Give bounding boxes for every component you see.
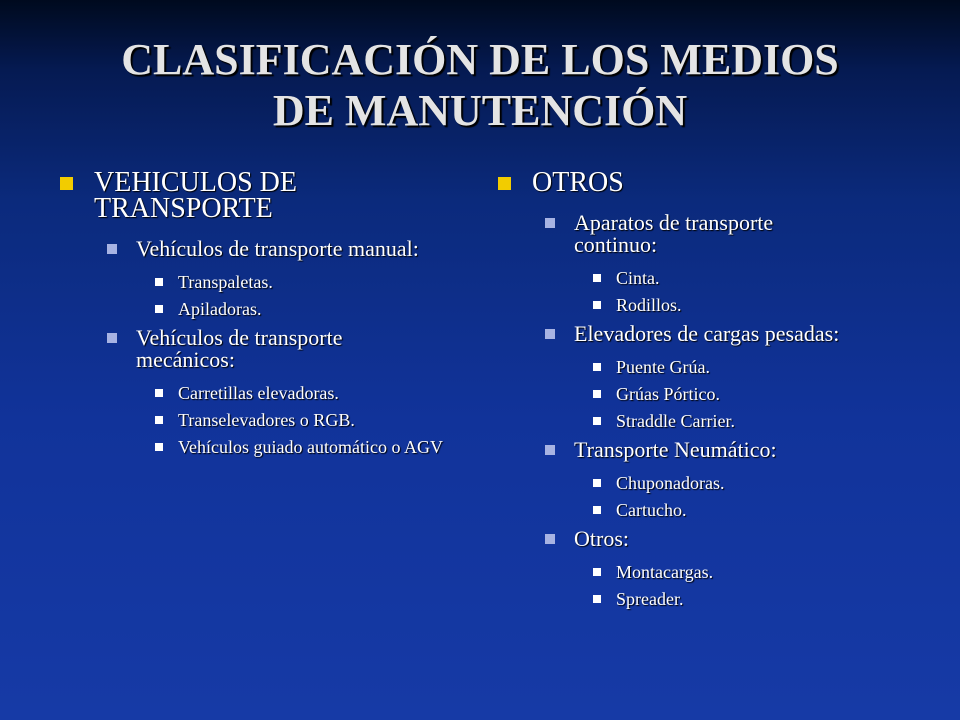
list-item-text: Transelevadores o RGB. (178, 410, 355, 430)
square-bullet-icon (107, 333, 117, 343)
list-item-text: Transpaletas. (178, 272, 273, 292)
square-bullet-icon (545, 534, 555, 544)
square-bullet-icon (107, 244, 117, 254)
list-item-text: Cinta. (616, 268, 660, 288)
list-item (155, 411, 480, 429)
list-item (593, 269, 918, 287)
square-bullet-icon (155, 278, 163, 286)
list-item (593, 474, 918, 492)
list-item (593, 296, 918, 314)
list-item (593, 501, 918, 519)
list-item-text: Vehículos de transporte mecánicos: (136, 325, 343, 372)
list-item-text: Carretillas elevadoras. (178, 383, 339, 403)
left-heading-text: VEHICULOS DE TRANSPORTE (94, 167, 297, 224)
left-heading (60, 167, 394, 224)
square-bullet-icon (155, 305, 163, 313)
list-item-text: Apiladoras. (178, 299, 262, 319)
list-item (545, 439, 918, 461)
list-item-text: Spreader. (616, 589, 684, 609)
square-bullet-icon (545, 445, 555, 455)
square-bullet-icon (593, 417, 601, 425)
square-bullet-icon (155, 416, 163, 424)
square-bullet-icon (593, 274, 601, 282)
list-item (593, 412, 918, 430)
list-item (545, 528, 918, 550)
right-heading-text: OTROS (532, 167, 624, 198)
square-bullet-icon (545, 329, 555, 339)
list-item (545, 323, 918, 345)
left-column (60, 167, 480, 465)
list-item-text: Straddle Carrier. (616, 411, 735, 431)
square-bullet-icon (155, 389, 163, 397)
list-item-text: Puente Grúa. (616, 357, 710, 377)
list-item-text: Vehículos guiado automático o AGV (178, 437, 443, 457)
list-item-text: Transporte Neumático: (574, 437, 777, 462)
slide-title (40, 34, 920, 136)
list-item (593, 385, 918, 403)
list-item (593, 563, 918, 581)
title-line-1: CLASIFICACIÓN DE LOS MEDIOS (121, 35, 839, 84)
title-line-2: DE MANUTENCIÓN (272, 86, 688, 135)
square-bullet-icon (593, 568, 601, 576)
list-item-text: Grúas Pórtico. (616, 384, 720, 404)
list-item (545, 212, 844, 256)
square-bullet-icon (545, 218, 555, 228)
list-item-text: Rodillos. (616, 295, 682, 315)
square-bullet-icon (593, 595, 601, 603)
list-item-text: Elevadores de cargas pesadas: (574, 321, 840, 346)
list-item (155, 438, 468, 456)
square-bullet-icon (593, 479, 601, 487)
square-bullet-icon (593, 390, 601, 398)
list-item-text: Montacargas. (616, 562, 714, 582)
square-bullet-icon (593, 301, 601, 309)
list-item-text: Aparatos de transporte continuo: (574, 210, 774, 257)
list-item-text: Chuponadoras. (616, 473, 725, 493)
right-heading (498, 167, 918, 198)
list-item (593, 590, 918, 608)
square-bullet-icon (593, 363, 601, 371)
list-item (107, 238, 426, 260)
list-item-text: Otros: (574, 526, 629, 551)
list-item (593, 358, 918, 376)
list-item (107, 327, 426, 371)
list-item (155, 273, 480, 291)
list-item (155, 384, 480, 402)
square-bullet-icon (155, 443, 163, 451)
square-bullet-icon (60, 177, 73, 190)
square-bullet-icon (593, 506, 601, 514)
square-bullet-icon (498, 177, 511, 190)
list-item-text: Vehículos de transporte manual: (136, 236, 419, 261)
right-column (498, 167, 918, 617)
list-item (155, 300, 480, 318)
list-item-text: Cartucho. (616, 500, 687, 520)
